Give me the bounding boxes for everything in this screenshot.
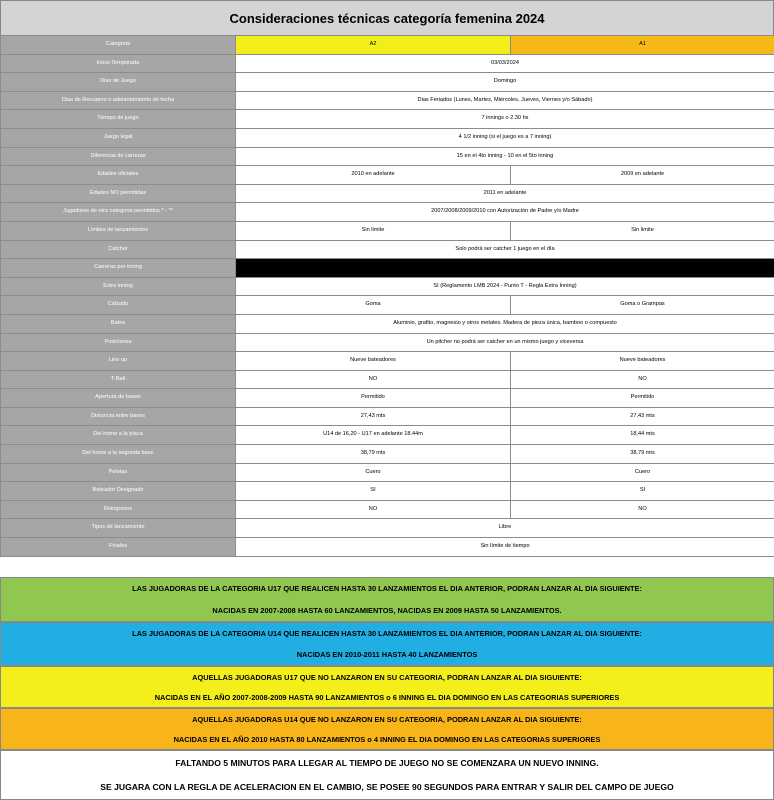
- table-row: [1, 277, 774, 296]
- note-line: SE JUGARA CON LA REGLA DE ACELERACION EN EL CAMBIO, SE POSEE 90 SEGUNDOS PARA ENTRAR Y SALIR DEL CAMPO DE JUEGO: [100, 782, 674, 792]
- header-a2: A2: [236, 36, 511, 55]
- table-row: [1, 166, 774, 185]
- note-line: NACIDAS EN EL AÑO 2010 HASTA 80 LANZAMIENTOS o 4 INNING EL DIA DOMINGO EN LAS CATEGORIAS SUPERIORES: [173, 734, 601, 744]
- row-value-a2: SI: [236, 482, 511, 501]
- table-row: [1, 91, 774, 110]
- row-value-a2: NO: [236, 370, 511, 389]
- row-value-a1: NO: [511, 370, 774, 389]
- row-label: Apertura de bases: [1, 389, 236, 408]
- table-row: [1, 203, 774, 222]
- blank-cell: [236, 259, 774, 278]
- row-value-a1: 38,79 mts: [511, 445, 774, 464]
- row-label: Finales: [1, 538, 236, 557]
- row-value-a1: 27,43 mts: [511, 407, 774, 426]
- table-row: [1, 147, 774, 166]
- row-value-a2: Nueve bateadores: [236, 352, 511, 371]
- row-value-a2: NO: [236, 500, 511, 519]
- row-label: Bateador Designado: [1, 482, 236, 501]
- row-label: Tipos de lanzamiento: [1, 519, 236, 538]
- note-line: FALTANDO 5 MINUTOS PARA LLEGAR AL TIEMPO DE JUEGO NO SE COMENZARA UN NUEVO INNING.: [175, 758, 599, 768]
- row-value: SI (Reglamento LMB 2024 - Punto T - Regla Extra Inning): [236, 277, 774, 296]
- row-label: Jugadores de otra categoria permitidos * - **: [1, 203, 236, 222]
- table-row: [1, 54, 774, 73]
- row-label: Dias de Recupero o adelantamiento de fecha: [1, 91, 236, 110]
- row-value-a2: U14 de 16,20 - U17 en adelante 18.44m: [236, 426, 511, 445]
- row-value-a1: Cuero: [511, 463, 774, 482]
- row-value: 15 en el 4to inning - 10 en el 5to inning: [236, 147, 774, 166]
- row-value-a2: 2010 en adelante: [236, 166, 511, 185]
- row-value-a1: SI: [511, 482, 774, 501]
- row-value: Libre: [236, 519, 774, 538]
- row-label: Bates: [1, 314, 236, 333]
- header-a1: A1: [511, 36, 774, 55]
- table-row: [1, 389, 774, 408]
- row-label: Pelotas: [1, 463, 236, 482]
- note-line: NACIDAS EN 2007-2008 HASTA 60 LANZAMIENTOS, NACIDAS EN 2009 HASTA 50 LANZAMIENTOS.: [212, 605, 562, 615]
- row-value: 4 1/2 inning (si el juego es a 7 inning): [236, 128, 774, 147]
- table-row: [1, 445, 774, 464]
- row-label: Line up: [1, 352, 236, 371]
- row-label: Del home a la placa: [1, 426, 236, 445]
- note-line: LAS JUGADORAS DE LA CATEGORIA U17 QUE REALICEN HASTA 30 LANZAMIENTOS EL DIA ANTERIOR, PODRAN LANZAR AL DIA SIGUIENTE:: [132, 584, 642, 594]
- row-value: Domingo: [236, 73, 774, 92]
- row-value-a2: Permitido: [236, 389, 511, 408]
- note-time-rules: [0, 750, 774, 800]
- row-label: Dias de Juego: [1, 73, 236, 92]
- row-value: Sin límite de tiempo: [236, 538, 774, 557]
- note-u14-rest: [0, 622, 774, 666]
- rules-table: [0, 35, 774, 557]
- note-u17-no-pitch: [0, 666, 774, 708]
- row-value: Un pitcher no podrá ser catcher en un mismo juego y viceversa: [236, 333, 774, 352]
- row-value-a2: 38,79 mts: [236, 445, 511, 464]
- row-label: Distancia entre bases: [1, 407, 236, 426]
- table-row: [1, 482, 774, 501]
- row-value-a1: Sin limite: [511, 221, 774, 240]
- row-value: Solo podrá ser catcher 1 juego en el día: [236, 240, 774, 259]
- row-label: Reingresos: [1, 500, 236, 519]
- row-value-a2: 27,43 mts: [236, 407, 511, 426]
- table-row: [1, 240, 774, 259]
- row-value-a1: 18,44 mts: [511, 426, 774, 445]
- row-label: Edades oficiales: [1, 166, 236, 185]
- row-value-a1: Goma o Grampas: [511, 296, 774, 315]
- table-row: [1, 519, 774, 538]
- note-u14-no-pitch: [0, 708, 774, 750]
- table-row: [1, 110, 774, 129]
- note-line: AQUELLAS JUGADORAS U17 QUE NO LANZARON EN SU CATEGORIA, PODRAN LANZAR AL DIA SIGUIENTE:: [192, 672, 582, 682]
- table-row: [1, 463, 774, 482]
- note-u17-rest: [0, 577, 774, 622]
- row-label: Calzado: [1, 296, 236, 315]
- header-label: Categoria: [1, 36, 236, 55]
- row-label: Inicio Temporada: [1, 54, 236, 73]
- table-row: [1, 333, 774, 352]
- table-row: [1, 538, 774, 557]
- row-value: 03/03/2024: [236, 54, 774, 73]
- table-row: [1, 73, 774, 92]
- row-label: Diferencia de carreras: [1, 147, 236, 166]
- table-row: [1, 128, 774, 147]
- note-line: LAS JUGADORAS DE LA CATEGORIA U14 QUE REALICEN HASTA 30 LANZAMIENTOS EL DIA ANTERIOR, PODRAN LANZAR AL DIA SIGUIENTE:: [132, 629, 642, 638]
- row-label: Tiempo de juego: [1, 110, 236, 129]
- row-label: Del home a la segunda base: [1, 445, 236, 464]
- table-row: [1, 370, 774, 389]
- note-line: AQUELLAS JUGADORAS U14 QUE NO LANZARON EN SU CATEGORIA, PODRAN LANZAR AL DIA SIGUIENTE:: [192, 714, 582, 724]
- row-value: Aluminio, grafito, magnesio y otros metales. Madera de pieza única, bamboo o compuesto: [236, 314, 774, 333]
- row-value: 2007/2008/2009/2010 con Autorización de Padre y/o Madre: [236, 203, 774, 222]
- row-label: Extra inning: [1, 277, 236, 296]
- row-label: Juego legal: [1, 128, 236, 147]
- row-value: 2011 en adelante: [236, 184, 774, 203]
- table-row: [1, 500, 774, 519]
- row-value-a2: Sin limite: [236, 221, 511, 240]
- row-value-a1: Nueve bateadores: [511, 352, 774, 371]
- table-row: [1, 184, 774, 203]
- note-line: NACIDAS EN 2010-2011 HASTA 40 LANZAMIENTOS: [296, 650, 478, 659]
- table-row: [1, 426, 774, 445]
- page-title: Consideraciones técnicas categoría femenina 2024: [0, 0, 774, 36]
- row-value-a1: 2009 en adelante: [511, 166, 774, 185]
- row-value-a1: NO: [511, 500, 774, 519]
- row-label: Catcher: [1, 240, 236, 259]
- table-row: [1, 407, 774, 426]
- table-row: [1, 221, 774, 240]
- header-row: [1, 36, 774, 55]
- row-value-a2: Cuero: [236, 463, 511, 482]
- row-value: 7 innings o 2.30 hs: [236, 110, 774, 129]
- row-label: Edades NO permitidas: [1, 184, 236, 203]
- row-label: Limites de lanzamientos: [1, 221, 236, 240]
- note-line: NACIDAS EN EL AÑO 2007-2008-2009 HASTA 90 LANZAMIENTOS o 6 INNING EL DIA DOMINGO EN LAS CATEGORIAS SUPERIORES: [154, 692, 620, 702]
- row-label: Carreras por inning: [1, 259, 236, 278]
- row-value: Dias Feriados (Lunes, Martes, Miércoles, Jueves, Viernes y/o Sábado): [236, 91, 774, 110]
- table-row: [1, 259, 774, 278]
- row-label: Posiciones: [1, 333, 236, 352]
- table-row: [1, 296, 774, 315]
- row-value-a1: Permitido: [511, 389, 774, 408]
- row-value-a2: Goma: [236, 296, 511, 315]
- notes-section: [0, 577, 774, 800]
- row-label: T-Ball: [1, 370, 236, 389]
- table-row: [1, 352, 774, 371]
- table-row: [1, 314, 774, 333]
